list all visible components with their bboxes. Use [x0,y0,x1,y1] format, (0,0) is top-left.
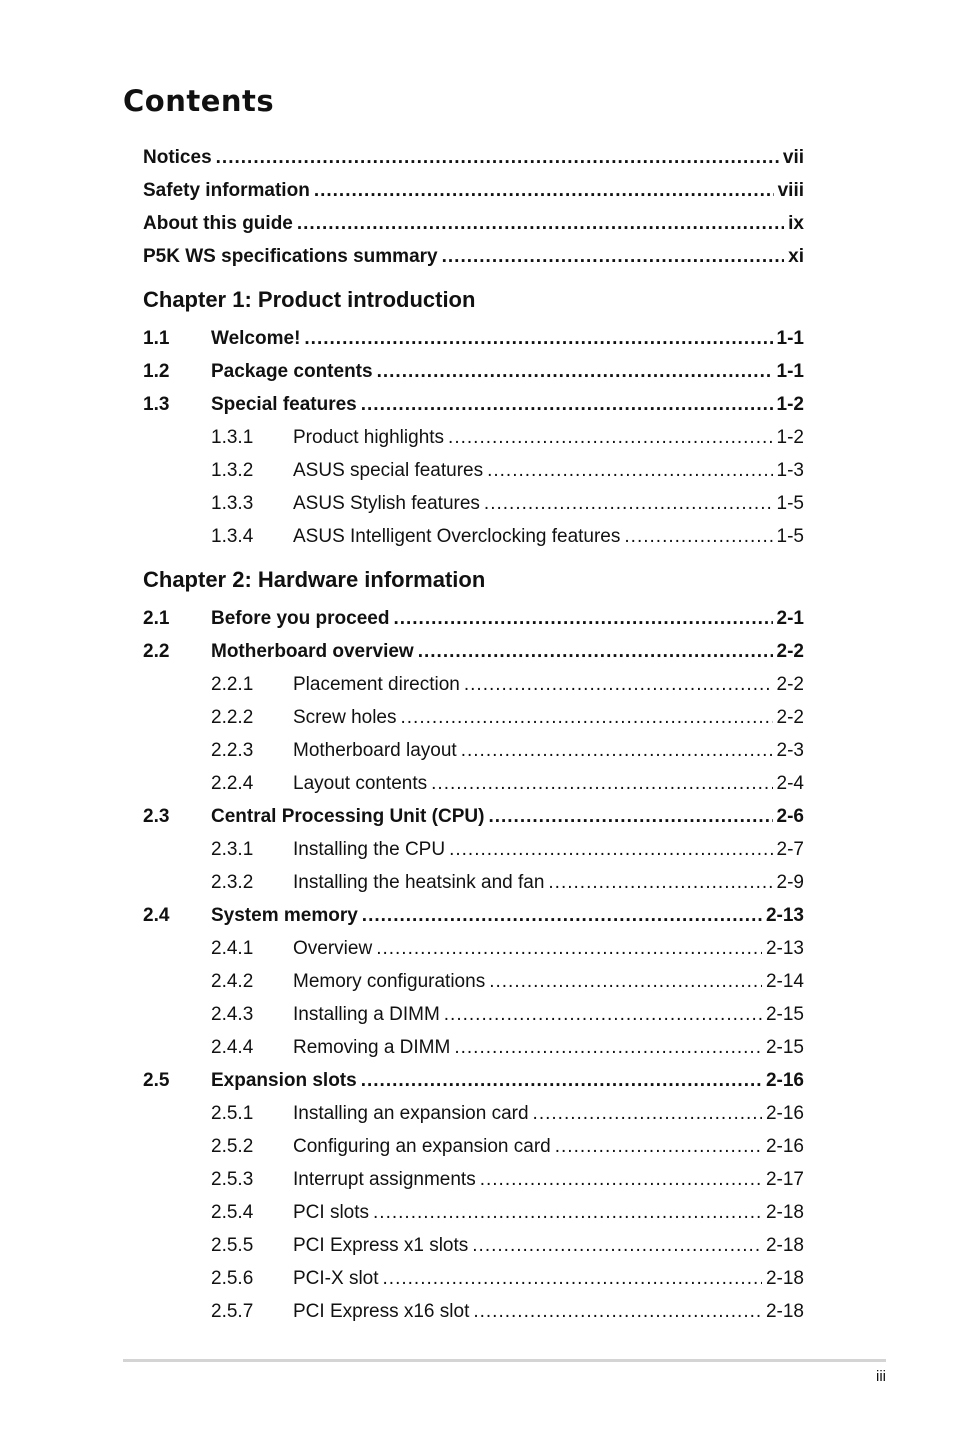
toc-entry-title: PCI-X slot [293,1268,379,1289]
toc-entry-number: 2.5.2 [211,1136,254,1157]
toc-entry[interactable] [143,141,804,174]
toc-dot-leader [489,965,762,998]
toc-entry-title: Interrupt assignments [293,1169,476,1190]
toc-entry[interactable] [143,932,804,965]
toc-entry-number: 1.2 [143,361,170,382]
toc-entry[interactable] [143,388,804,421]
chapter-heading-text: Chapter 1: Product introduction [143,287,476,312]
toc-entry-page: 1-2 [776,427,804,448]
toc-entry-number: 2.5.7 [211,1301,254,1322]
toc-dot-leader [373,1196,762,1229]
toc-entry[interactable] [143,1130,804,1163]
toc-entry-page: 2-2 [776,674,804,695]
toc-entry-title: Placement direction [293,674,460,695]
toc-entry-page: 1-1 [776,328,804,349]
toc-dot-leader [449,833,772,866]
toc-entry[interactable] [143,1097,804,1130]
toc-dot-leader [555,1130,762,1163]
toc-entry-page: 2-15 [765,1004,804,1025]
toc-entry[interactable] [143,668,804,701]
toc-entry-title: Welcome! [211,328,301,349]
toc-entry[interactable] [143,899,804,932]
toc-entry[interactable] [143,602,804,635]
toc-entry-title: Product highlights [293,427,445,448]
toc-entry-page: 2-9 [776,872,804,893]
toc-dot-leader [454,1031,762,1064]
toc-dot-leader [473,1295,762,1328]
toc-dot-leader [431,767,772,800]
toc-entry[interactable] [143,454,804,487]
toc-entry-title: ASUS Intelligent Overclocking features [293,526,621,547]
toc-entry-number: 2.3.1 [211,839,254,860]
toc-entry-page: 2-2 [776,641,804,662]
toc-entry[interactable] [143,1163,804,1196]
toc-entry-page: 2-16 [765,1070,804,1091]
toc-entry-title: ASUS Stylish features [293,493,480,514]
toc-entry-title: Motherboard overview [211,641,414,662]
toc-entry-title: Safety information [143,180,310,201]
toc-entry-number: 2.5.3 [211,1169,254,1190]
chapter-heading[interactable] [143,553,804,602]
toc-entry-number: 2.4 [143,905,170,926]
toc-entry-title: Layout contents [293,773,428,794]
toc-entry-title: Removing a DIMM [293,1037,451,1058]
toc-entry-title: Installing an expansion card [293,1103,529,1124]
toc-entry-number: 2.2.1 [211,674,254,695]
toc-entry-page: 1-5 [776,526,804,547]
page-number: iii [876,1368,886,1385]
toc-entry-page: 1-3 [776,460,804,481]
toc-dot-leader [448,421,772,454]
toc-entry-title: Installing a DIMM [293,1004,440,1025]
toc-entry-number: 2.3 [143,806,170,827]
toc-entry-number: 2.2 [143,641,170,662]
toc-entry[interactable] [143,1196,804,1229]
toc-dot-leader [362,899,762,932]
toc-dot-leader [442,240,785,273]
toc-entry[interactable] [143,207,804,240]
toc-entry-title: About this guide [143,213,293,234]
toc-entry-page: 2-18 [765,1268,804,1289]
toc-entry-number: 2.1 [143,608,170,629]
toc-entry-title: Package contents [211,361,373,382]
footer-rule [123,1359,886,1362]
toc-entry-number: 2.2.3 [211,740,254,761]
toc-entry-number: 1.3.2 [211,460,254,481]
toc-entry-number: 2.5 [143,1070,170,1091]
toc-dot-leader [361,388,773,421]
toc-entry-title: PCI slots [293,1202,370,1223]
toc-entry-number: 2.4.2 [211,971,254,992]
toc-entry-title: PCI Express x1 slots [293,1235,469,1256]
toc-entry-number: 1.3.3 [211,493,254,514]
toc-entry-title: P5K WS specifications summary [143,246,438,267]
toc-entry-title: Expansion slots [211,1070,357,1091]
toc-entry[interactable] [143,355,804,388]
toc-entry-number: 1.3.1 [211,427,254,448]
toc-dot-leader [297,207,784,240]
toc-dot-leader [383,1262,762,1295]
toc-entry[interactable] [143,734,804,767]
toc-entry-page: 2-16 [765,1136,804,1157]
toc-entry-page: 2-17 [765,1169,804,1190]
toc-dot-leader [533,1097,762,1130]
chapter-heading-text: Chapter 2: Hardware information [143,567,486,592]
table-of-contents [143,141,804,1328]
toc-entry-number: 2.5.6 [211,1268,254,1289]
toc-entry-page: viii [777,180,804,201]
toc-dot-leader [377,355,773,388]
toc-dot-leader [464,668,773,701]
toc-entry-page: 2-18 [765,1235,804,1256]
toc-entry-page: ix [788,213,804,234]
toc-entry-number: 1.1 [143,328,170,349]
toc-dot-leader [548,866,772,899]
toc-dot-leader [314,174,774,207]
toc-entry-number: 2.4.3 [211,1004,254,1025]
toc-entry-number: 1.3.4 [211,526,254,547]
toc-dot-leader [472,1229,762,1262]
toc-entry-page: vii [782,147,804,168]
toc-entry-page: 1-2 [776,394,804,415]
page-title: Contents [123,84,275,118]
toc-entry-title: Notices [143,147,212,168]
toc-dot-leader [401,701,773,734]
toc-entry-title: Configuring an expansion card [293,1136,551,1157]
toc-entry[interactable] [143,833,804,866]
toc-dot-leader [480,1163,762,1196]
toc-entry-number: 2.5.4 [211,1202,254,1223]
toc-entry-page: 2-2 [776,707,804,728]
toc-entry[interactable] [143,520,804,553]
toc-dot-leader [376,932,762,965]
toc-dot-leader [488,800,772,833]
toc-entry-page: 1-1 [776,361,804,382]
toc-entry-page: 2-15 [765,1037,804,1058]
toc-entry-page: 2-1 [776,608,804,629]
toc-entry[interactable] [143,174,804,207]
toc-entry-title: Special features [211,394,357,415]
toc-dot-leader [418,635,773,668]
toc-entry[interactable] [143,800,804,833]
toc-entry-title: Screw holes [293,707,397,728]
toc-entry[interactable] [143,998,804,1031]
toc-entry-title: Before you proceed [211,608,390,629]
toc-entry-page: 2-13 [765,905,804,926]
toc-dot-leader [304,322,772,355]
toc-entry-page: 2-7 [776,839,804,860]
toc-entry-number: 1.3 [143,394,170,415]
toc-entry-title: Installing the CPU [293,839,446,860]
toc-entry[interactable] [143,421,804,454]
toc-entry-page: 1-5 [776,493,804,514]
toc-entry-page: 2-16 [765,1103,804,1124]
toc-entry[interactable] [143,1295,804,1328]
toc-entry-page: xi [788,246,804,267]
toc-dot-leader [393,602,772,635]
toc-entry-page: 2-13 [765,938,804,959]
toc-entry-page: 2-14 [765,971,804,992]
toc-dot-leader [484,487,773,520]
toc-entry-number: 2.2.4 [211,773,254,794]
toc-entry-page: 2-6 [776,806,804,827]
toc-dot-leader [624,520,772,553]
toc-entry[interactable] [143,767,804,800]
toc-dot-leader [444,998,762,1031]
toc-entry-title: Central Processing Unit (CPU) [211,806,485,827]
toc-entry[interactable] [143,866,804,899]
toc-entry-page: 2-18 [765,1301,804,1322]
toc-entry-title: Overview [293,938,373,959]
toc-entry[interactable] [143,965,804,998]
toc-entry-page: 2-18 [765,1202,804,1223]
toc-entry-title: Motherboard layout [293,740,457,761]
toc-entry-title: ASUS special features [293,460,484,481]
toc-entry-number: 2.4.1 [211,938,254,959]
toc-entry[interactable] [143,240,804,273]
toc-entry[interactable] [143,487,804,520]
chapter-heading[interactable] [143,273,804,322]
toc-entry[interactable] [143,635,804,668]
toc-entry-number: 2.2.2 [211,707,254,728]
toc-entry-title: Memory configurations [293,971,486,992]
toc-entry-title: System memory [211,905,358,926]
toc-dot-leader [487,454,772,487]
toc-dot-leader [461,734,773,767]
toc-entry[interactable] [143,322,804,355]
toc-entry-title: Installing the heatsink and fan [293,872,545,893]
toc-entry[interactable] [143,1064,804,1097]
toc-entry-title: PCI Express x16 slot [293,1301,470,1322]
toc-entry[interactable] [143,1031,804,1064]
toc-entry-page: 2-3 [776,740,804,761]
toc-entry-number: 2.5.5 [211,1235,254,1256]
toc-dot-leader [361,1064,762,1097]
toc-entry[interactable] [143,701,804,734]
toc-entry-number: 2.5.1 [211,1103,254,1124]
toc-entry-page: 2-4 [776,773,804,794]
toc-dot-leader [216,141,779,174]
toc-entry[interactable] [143,1262,804,1295]
toc-entry[interactable] [143,1229,804,1262]
toc-entry-number: 2.3.2 [211,872,254,893]
toc-entry-number: 2.4.4 [211,1037,254,1058]
